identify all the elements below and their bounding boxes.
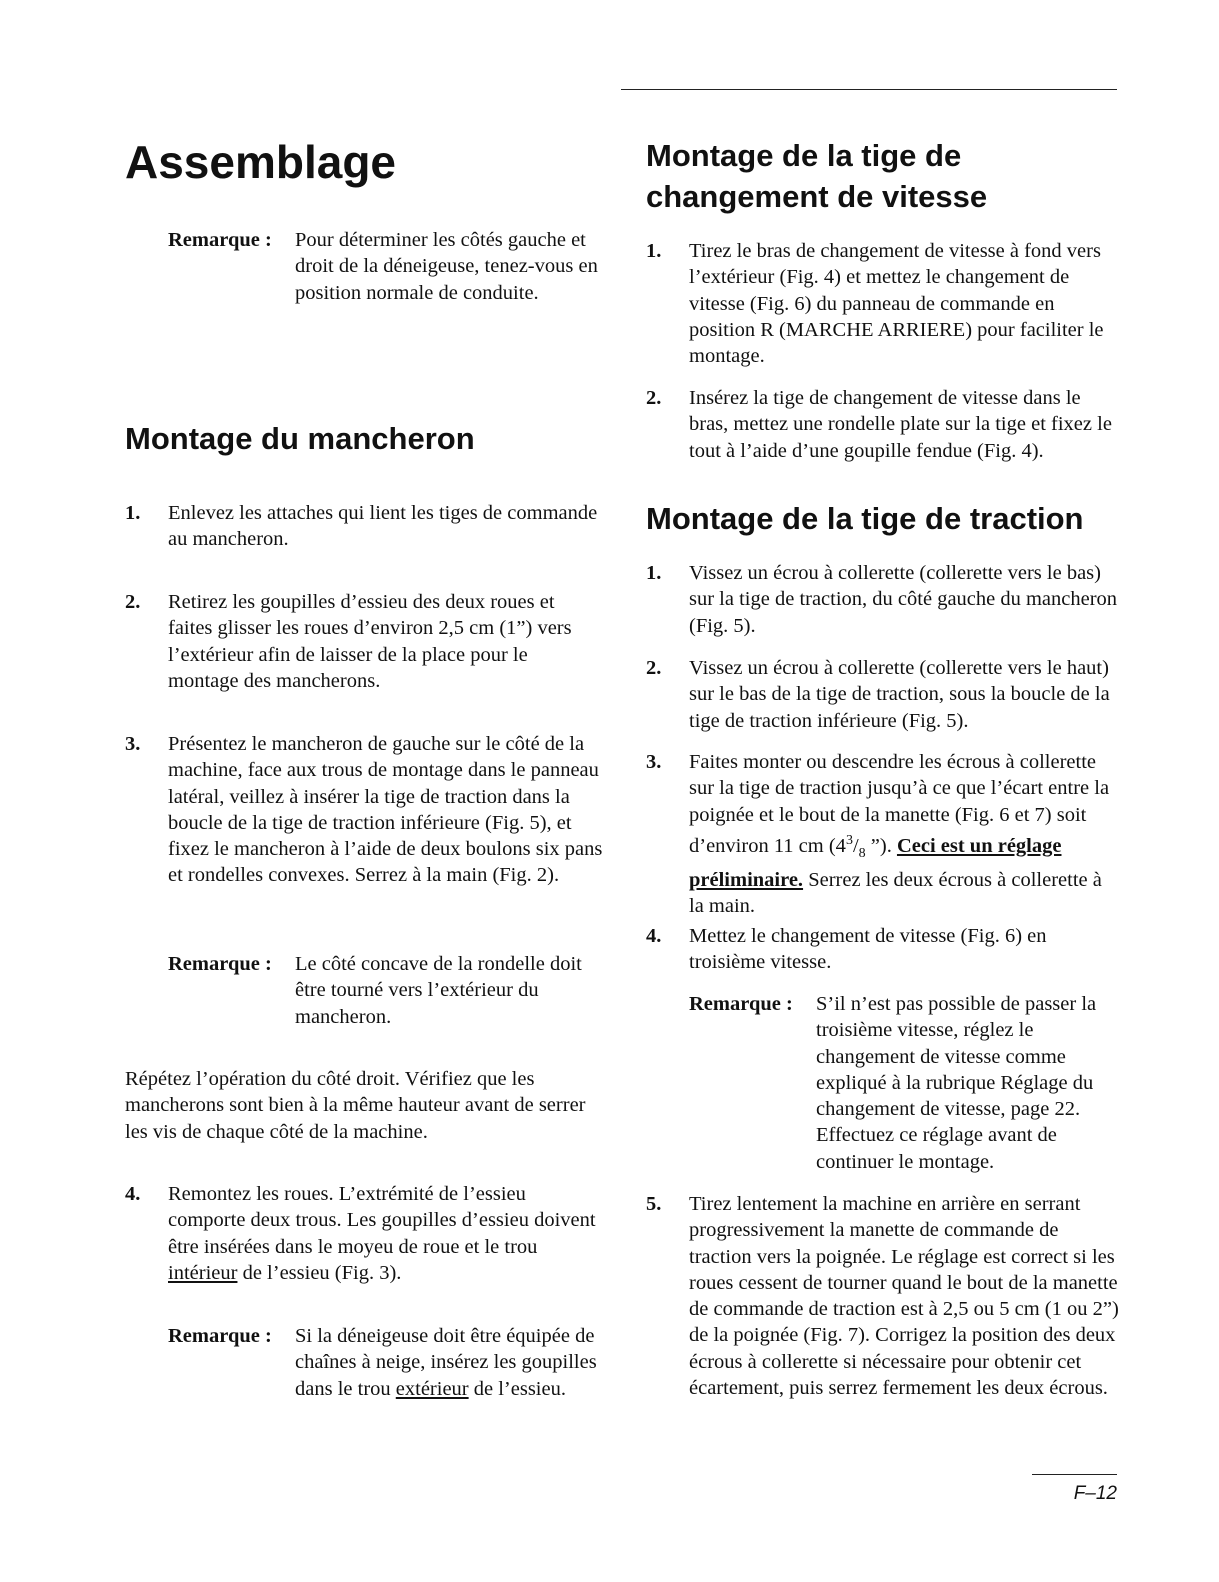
item-text: Vissez un écrou à collerette (collerette vers le bas) sur la tige de traction, du côté gauche du mancheron (Fig. 5). [689, 562, 1118, 637]
header-rule [621, 89, 1117, 90]
item-text-part: Serrez les deux écrous à collerette à la main. [689, 869, 1102, 918]
note-label: Remarque : [168, 1325, 272, 1347]
note-text: Pour déterminer les côtés gauche et droit de la déneigeuse, tenez-vous en position normale de conduite. [295, 229, 598, 304]
list-item [646, 923, 1120, 976]
list-item [125, 589, 603, 694]
list-item [646, 238, 1120, 369]
item-text-part: de l’essieu (Fig. 3). [237, 1261, 402, 1284]
note-sides [168, 227, 603, 306]
note-third-gear [689, 991, 1120, 1175]
list-item [646, 749, 1120, 920]
list-item [125, 1181, 603, 1286]
item-text-part: Remontez les roues. L’extrémité de l’essieu comporte deux trous. Les goupilles d’essieu doivent être insérées dans le moyeu de roue et le trou [168, 1183, 596, 1258]
item-number: 1. [646, 240, 662, 262]
note-text: S’il n’est pas possible de passer la troisième vitesse, réglez le changement de vitesse comme expliqué à la rubrique Réglage du changement de vitesse, page 22. Effectuez ce réglage avant de continuer le montage. [816, 993, 1097, 1173]
section-title-line: Montage de la tige de [646, 138, 962, 173]
item-text: Tirez lentement la machine en arrière en serrant progressivement la manette de commande de traction vers la poignée. Le réglage est correct si les roues cessent de tourner quand le bout de la manette de commande de traction est à 2,5 ou 5 cm (1 ou 2”) de la poignée (Fig. 7). Corrigez la position des deux écrous à collerette si nécessaire pour obtenir cet écartement, puis serrez fermement les deux écrous. [689, 1193, 1119, 1400]
item-number: 2. [646, 657, 662, 679]
emphasis-text: Ceci est un réglage préliminaire. [689, 834, 1062, 892]
list-item [646, 385, 1120, 464]
section-title-traction-rod: Montage de la tige de traction [646, 501, 1084, 536]
note-label: Remarque : [689, 993, 793, 1015]
item-text: Présentez le mancheron de gauche sur le côté de la machine, face aux trous de montage dans le panneau latéral, veillez à insérer la tige de traction dans la boucle de la tige de traction inférieure (Fig. 5), et fixez le mancheron à l’aide de deux boulons six pans et rondelles convexes. Serrez à la main (Fig. 2). [168, 733, 603, 887]
item-number: 2. [125, 591, 141, 613]
list-item [125, 500, 603, 553]
item-text: Vissez un écrou à collerette (collerette vers le haut) sur le bas de la tige de traction, sous la boucle de la tige de traction inférieure (Fig. 5). [689, 657, 1110, 732]
note-text: Le côté concave de la rondelle doit être tourné vers l’extérieur du mancheron. [295, 953, 582, 1028]
item-number: 2. [646, 387, 662, 409]
item-text: Retirez les goupilles d’essieu des deux roues et faites glisser les roues d’environ 2,5 cm (1”) vers l’extérieur afin de laisser de la place pour le montage des mancherons. [168, 591, 572, 692]
item-text: Mettez le changement de vitesse (Fig. 6) en troisième vitesse. [689, 925, 1047, 974]
item-text-part: Faites monter ou descendre les écrous à collerette sur la tige de traction jusqu’à ce que l’écart entre la poignée et le bout de la manette (Fig. 6 et 7) soit d’environ 11 cm (4 [689, 751, 1110, 857]
note-text-part: de l’essieu. [468, 1377, 566, 1400]
list-item [646, 560, 1120, 639]
footer-rule [1032, 1474, 1117, 1475]
note-text [295, 1323, 603, 1402]
page-number: F–12 [1073, 1483, 1117, 1504]
note-washer [168, 951, 603, 1030]
item-number: 4. [646, 925, 662, 947]
item-text: Tirez le bras de changement de vitesse à fond vers l’extérieur (Fig. 4) et mettez le changement de vitesse (Fig. 6) du panneau de commande en position R (MARCHE ARRIERE) pour faciliter le montage. [689, 240, 1104, 368]
item-number: 1. [125, 502, 141, 524]
list-item [646, 655, 1120, 734]
item-number: 5. [646, 1193, 662, 1215]
item-text: Enlevez les attaches qui lient les tiges de commande au mancheron. [168, 502, 598, 551]
item-number: 1. [646, 562, 662, 584]
item-text: Insérez la tige de changement de vitesse dans le bras, mettez une rondelle plate sur la tige et fixez le tout à l’aide d’une goupille fendue (Fig. 4). [689, 387, 1112, 462]
fraction-numerator: 3 [845, 832, 853, 848]
note-text-part: Si la déneigeuse doit être équipée de chaînes à neige, insérez les goupilles dans le trou [295, 1325, 597, 1400]
item-text-part: ”). [865, 834, 897, 857]
item-number: 4. [125, 1183, 141, 1205]
underlined-word: intérieur [168, 1261, 238, 1284]
item-number: 3. [125, 733, 141, 755]
underlined-word: extérieur [395, 1377, 469, 1400]
item-text: Faites monter ou descendre les écrous à collerette sur la tige de traction jusqu’à ce que l’écart entre la poignée et le bout de la manette (Fig. 6 et 7) soit d’environ 11 cm ($4^3/_8$ ”). Ceci est un réglage préliminaire. Serrez les deux écrous à collerette à la main. [689, 751, 1110, 918]
item-text [168, 1181, 603, 1286]
page-title: Assemblage [125, 136, 397, 188]
note-label: Remarque : [168, 953, 272, 975]
list-item [646, 1191, 1120, 1401]
note-chains [168, 1323, 603, 1402]
list-item [125, 731, 603, 889]
fraction-denominator: 8 [858, 845, 866, 861]
paragraph-repeat: Répétez l’opération du côté droit. Vérifiez que les mancherons sont bien à la même hauteur avant de serrer les vis de chaque côté de la machine. [125, 1068, 586, 1143]
section-title-mancheron: Montage du mancheron [125, 421, 475, 456]
note-label: Remarque : [168, 229, 272, 251]
section-title-line: changement de vitesse [646, 179, 988, 214]
item-number: 3. [646, 751, 662, 773]
section-title-shift-rod [646, 135, 987, 217]
